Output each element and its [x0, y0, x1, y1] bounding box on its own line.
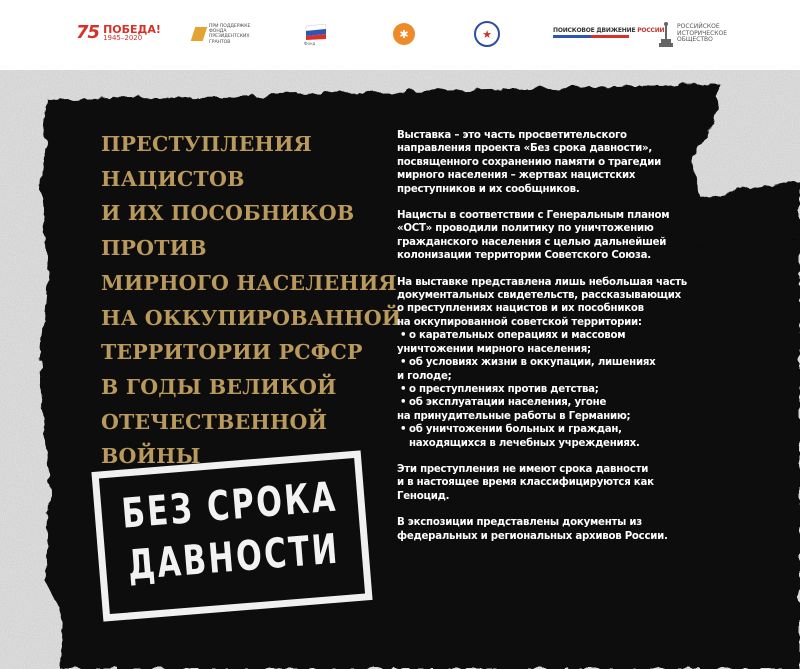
title-line: И ИХ ПОСОБНИКОВ [101, 201, 355, 226]
stamp-line-1: БЕЗ СРОКА [119, 472, 340, 538]
victory-years: 1945–2020 [103, 33, 143, 42]
search-underline-icon [553, 35, 629, 38]
search-logo-accent: РОССИИ [637, 27, 665, 34]
paragraph-archives: В экспозиции представлены документы из федеральных и региональных архивов России. [397, 517, 668, 542]
list-item: • об условиях жизни в оккупации, лишениях [397, 356, 697, 369]
list-item: • об эксплуатации населения, угоне [397, 396, 697, 409]
list-item-continuation: находящихся в лечебных учреждениях. [409, 437, 640, 449]
victory-number: 75 [76, 22, 100, 43]
title-line: ОТЕЧЕСТВЕННОЙ [101, 409, 328, 434]
fund-line: ФОНДА [209, 29, 227, 35]
title-line: ПРЕСТУПЛЕНИЯ [101, 132, 312, 156]
title-line: ВОЙНЫ [101, 444, 201, 469]
exhibition-description [397, 129, 697, 556]
paragraph-exhibition-scope: На выставке представлена лишь небольшая часть документальных свидетельств, рассказывающих о преступлениях нацистов и их пособников на оккупированной советской территории: [397, 276, 687, 328]
fund-line: ГРАНТОВ [209, 39, 231, 45]
flag-caption: Фонд [304, 41, 316, 46]
emblem-icon: ★ [474, 21, 500, 47]
round-emblem-logo [474, 21, 500, 47]
stamp-line-2: ДАВНОСТИ [125, 524, 342, 590]
paragraph-ost-plan: Нацисты в соответствии с Генеральным планом «ОСТ» проводили политику по уничтожению гражданского населения с целью дальнейшей колонизации территории Советского Союза. [397, 210, 670, 262]
title-line: В ГОДЫ ВЕЛИКОЙ [101, 374, 337, 399]
rio-line: ИСТОРИЧЕСКОЕ [677, 29, 728, 37]
title-line: НАЦИСТОВ [101, 166, 245, 191]
title-line: НА ОККУПИРОВАННОЙ [101, 305, 402, 330]
fund-line: ПРЕЗИДЕНТСКИХ [209, 34, 250, 40]
rio-line: ОБЩЕСТВО [677, 36, 713, 44]
search-logo-text: ПОИСКОВОЕ ДВИЖЕНИЕ [553, 27, 638, 34]
list-item: • о карательных операциях и массовом [397, 329, 697, 342]
fund-mark-icon [191, 27, 208, 41]
victory-75-logo [76, 22, 161, 43]
list-item-continuation: на принудительные работы в Германию; [397, 410, 631, 422]
crimes-list [397, 329, 697, 450]
rio-line: РОССИЙСКОЕ [677, 22, 720, 30]
list-item: • об уничтожении больных и граждан, [397, 423, 697, 436]
flag-logo [304, 24, 328, 46]
stamp-no-statute-of-limitations [91, 450, 372, 621]
russian-historical-society-logo [659, 21, 727, 47]
exhibition-title [101, 127, 401, 474]
logo-strip [0, 0, 800, 70]
search-movement-logo [553, 27, 664, 38]
orange-circle-logo [393, 23, 415, 45]
monument-icon [659, 21, 673, 47]
list-item: • о преступлениях против детства; [397, 383, 697, 396]
paragraph-genocide: Эти преступления не имеют срока давности и в настоящее время классифицируются как Геноцид. [397, 463, 654, 502]
fund-line: ПРИ ПОДДЕРЖКЕ [209, 24, 251, 29]
victory-title: ПОБЕДА! [103, 22, 161, 36]
list-item-continuation: уничтожении мирного населения; [397, 343, 591, 355]
paragraph-intro: Выставка – это часть просветительского направления проекта «Без срока давности», посвященного сохранению памяти о трагедии мирного населения – жертвах нацистских преступников и их сообщников. [397, 130, 662, 195]
presidential-grants-fund-logo [193, 24, 250, 45]
title-line: ПРОТИВ [101, 236, 207, 261]
title-line: ТЕРРИТОРИИ РСФСР [101, 340, 363, 365]
list-item-continuation: и голоде; [397, 370, 452, 382]
title-line: МИРНОГО НАСЕЛЕНИЯ [101, 270, 397, 295]
flag-icon [304, 24, 328, 40]
orange-circle-icon: ✱ [393, 23, 415, 45]
